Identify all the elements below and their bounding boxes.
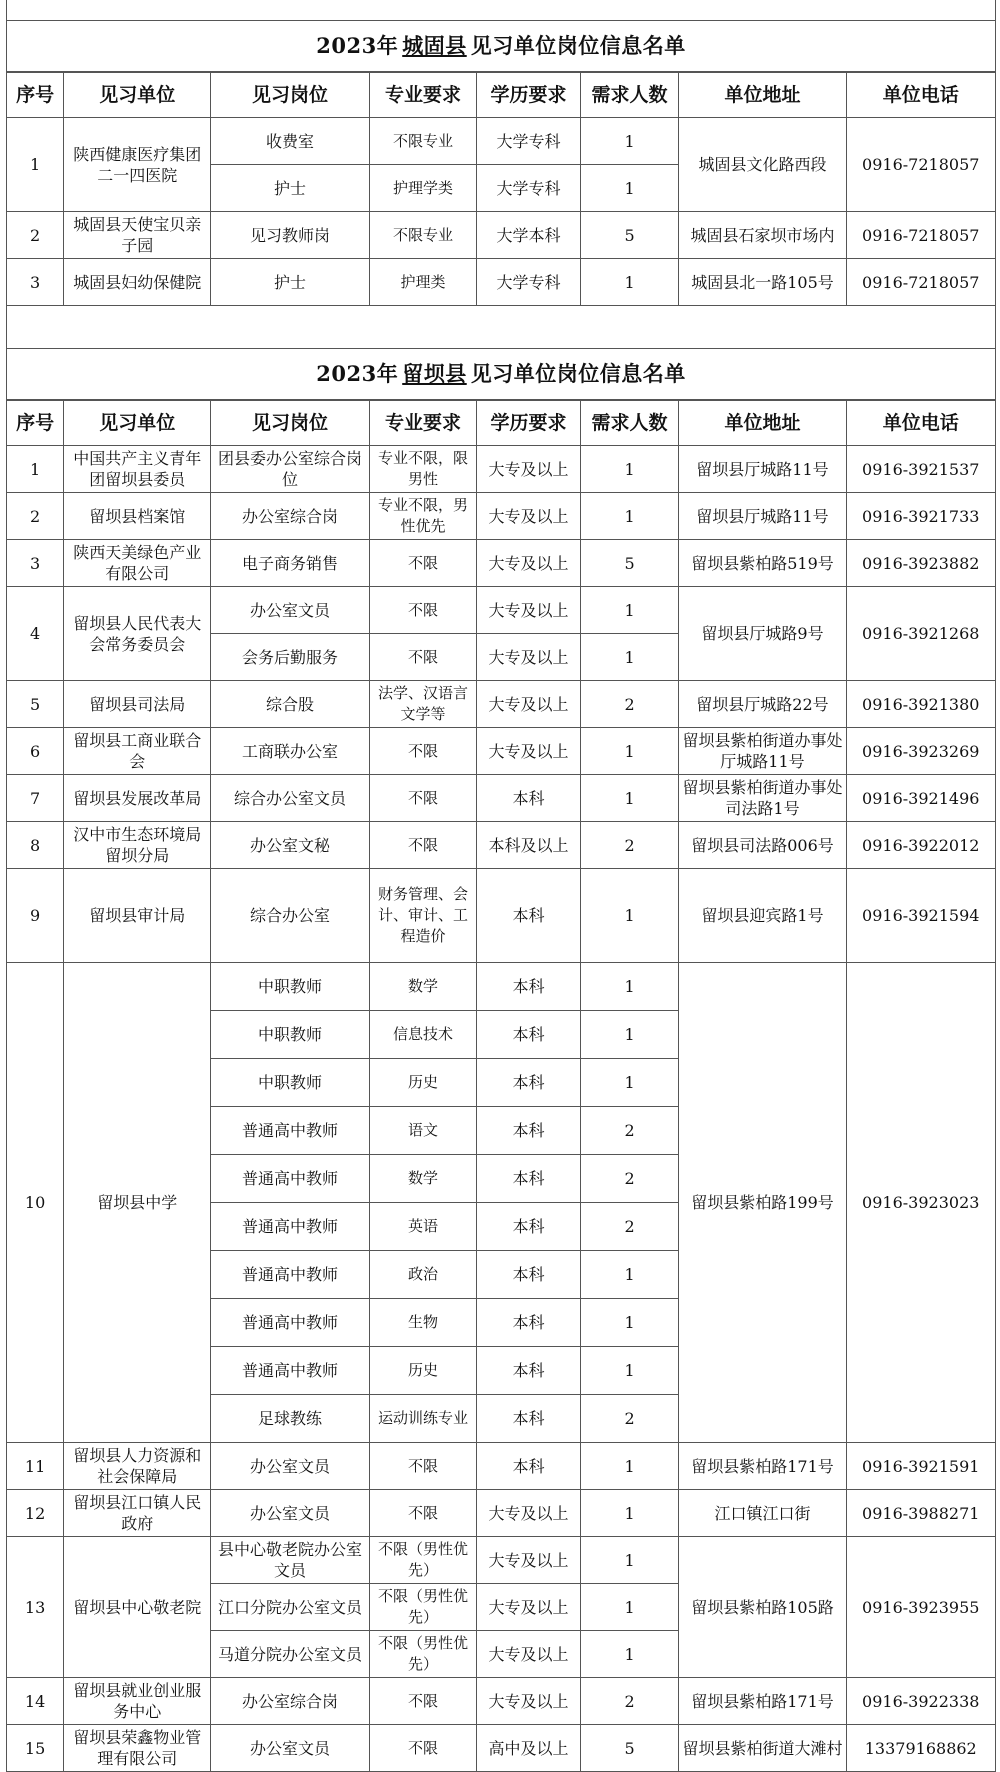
cell-count: 5 <box>580 540 679 587</box>
cell-post: 综合办公室文员 <box>211 775 369 822</box>
cell-phone: 0916-7218057 <box>846 259 996 306</box>
cell-phone: 0916-3922012 <box>846 822 996 869</box>
cell-count: 1 <box>580 1490 679 1537</box>
cell-major: 不限（男性优先） <box>369 1584 477 1631</box>
cell-phone: 13379168862 <box>846 1725 996 1772</box>
cell-edu: 本科 <box>477 1347 580 1395</box>
cell-phone: 0916-3921594 <box>846 869 996 963</box>
cell-unit: 城固县妇幼保健院 <box>64 259 211 306</box>
cell-major: 不限 <box>369 634 477 681</box>
header-edu: 学历要求 <box>477 73 580 118</box>
cell-major: 不限 <box>369 540 477 587</box>
cell-post: 办公室文秘 <box>211 822 369 869</box>
cell-major: 历史 <box>369 1347 477 1395</box>
cell-no: 11 <box>7 1443 64 1490</box>
cell-edu: 本科 <box>477 1251 580 1299</box>
cell-post: 普通高中教师 <box>211 1155 369 1203</box>
table-row <box>7 728 996 775</box>
cell-no: 10 <box>7 963 64 1443</box>
cell-major: 语文 <box>369 1107 477 1155</box>
cell-major: 信息技术 <box>369 1011 477 1059</box>
cell-post: 中职教师 <box>211 963 369 1011</box>
cell-no: 1 <box>7 446 64 493</box>
cell-count: 1 <box>580 587 679 634</box>
header-count: 需求人数 <box>580 401 679 446</box>
cell-major: 运动训练专业 <box>369 1395 477 1443</box>
cell-unit: 留坝县就业创业服务中心 <box>64 1678 211 1725</box>
cell-address: 留坝县紫柏路199号 <box>679 963 846 1443</box>
header-post: 见习岗位 <box>211 401 369 446</box>
cell-edu: 大专及以上 <box>477 493 580 540</box>
cell-no: 5 <box>7 681 64 728</box>
cell-edu: 大学专科 <box>477 259 580 306</box>
table1-title-suffix: 见习单位岗位信息名单 <box>470 33 686 58</box>
table2-title-year: 2023年 <box>316 361 399 386</box>
cell-count: 2 <box>580 1678 679 1725</box>
cell-address: 留坝县迎宾路1号 <box>679 869 846 963</box>
cell-edu: 本科 <box>477 1443 580 1490</box>
cell-no: 2 <box>7 212 64 259</box>
cell-post: 中职教师 <box>211 1011 369 1059</box>
cell-major: 不限 <box>369 1725 477 1772</box>
cell-unit: 留坝县中学 <box>64 963 211 1443</box>
cell-post: 办公室文员 <box>211 587 369 634</box>
cell-no: 7 <box>7 775 64 822</box>
cell-edu: 大专及以上 <box>477 1678 580 1725</box>
cell-phone: 0916-3921268 <box>846 587 996 681</box>
table-row <box>7 822 996 869</box>
cell-address: 留坝县紫柏路105路 <box>679 1537 846 1678</box>
cell-address: 留坝县紫柏路171号 <box>679 1443 846 1490</box>
cell-major: 专业不限，男性优先 <box>369 493 477 540</box>
cell-phone: 0916-3923269 <box>846 728 996 775</box>
cell-major: 护理类 <box>369 259 477 306</box>
cell-count: 2 <box>580 822 679 869</box>
cell-count: 1 <box>580 446 679 493</box>
cell-no: 14 <box>7 1678 64 1725</box>
cell-major: 专业不限，限男性 <box>369 446 477 493</box>
header-unit: 见习单位 <box>64 73 211 118</box>
cell-address: 留坝县厅城路22号 <box>679 681 846 728</box>
cell-edu: 大专及以上 <box>477 1631 580 1678</box>
header-unit: 见习单位 <box>64 401 211 446</box>
cell-unit: 留坝县人民代表大会常务委员会 <box>64 587 211 681</box>
cell-count: 1 <box>580 259 679 306</box>
header-address: 单位地址 <box>679 401 846 446</box>
cell-edu: 本科 <box>477 963 580 1011</box>
cell-post: 会务后勤服务 <box>211 634 369 681</box>
cell-address: 留坝县紫柏街道大滩村 <box>679 1725 846 1772</box>
cell-count: 1 <box>580 1299 679 1347</box>
table2-title-county: 留坝县 <box>402 361 467 386</box>
cell-phone: 0916-3921380 <box>846 681 996 728</box>
cell-no: 12 <box>7 1490 64 1537</box>
cell-post: 护士 <box>211 165 369 212</box>
cell-count: 1 <box>580 1631 679 1678</box>
table2-title-suffix: 见习单位岗位信息名单 <box>470 361 686 386</box>
cell-phone: 0916-3922338 <box>846 1678 996 1725</box>
cell-major: 不限 <box>369 587 477 634</box>
table-row <box>7 259 996 306</box>
cell-post: 收费室 <box>211 118 369 165</box>
cell-count: 1 <box>580 1584 679 1631</box>
cell-post: 办公室文员 <box>211 1443 369 1490</box>
cell-count: 1 <box>580 963 679 1011</box>
table1-body <box>7 118 996 306</box>
cell-count: 1 <box>580 1537 679 1584</box>
cell-post: 综合办公室 <box>211 869 369 963</box>
cell-edu: 本科 <box>477 775 580 822</box>
table2-body <box>7 446 996 1772</box>
table-row <box>7 1490 996 1537</box>
cell-major: 不限 <box>369 822 477 869</box>
cell-no: 2 <box>7 493 64 540</box>
cell-edu: 本科 <box>477 1203 580 1251</box>
table2-title <box>6 349 996 400</box>
cell-major: 财务管理、会计、审计、工程造价 <box>369 869 477 963</box>
cell-address: 留坝县紫柏路171号 <box>679 1678 846 1725</box>
table-row <box>7 1443 996 1490</box>
cell-post: 办公室文员 <box>211 1725 369 1772</box>
middle-blank-row <box>6 306 996 349</box>
cell-edu: 大学专科 <box>477 118 580 165</box>
cell-count: 1 <box>580 1251 679 1299</box>
cell-major: 英语 <box>369 1203 477 1251</box>
cell-edu: 大专及以上 <box>477 1584 580 1631</box>
cell-major: 不限（男性优先） <box>369 1537 477 1584</box>
cell-post: 普通高中教师 <box>211 1299 369 1347</box>
cell-edu: 大专及以上 <box>477 1490 580 1537</box>
cell-count: 1 <box>580 728 679 775</box>
cell-post: 办公室综合岗 <box>211 1678 369 1725</box>
cell-major: 护理学类 <box>369 165 477 212</box>
table1-title-county: 城固县 <box>402 33 467 58</box>
cell-count: 1 <box>580 1443 679 1490</box>
table-row <box>7 963 996 1011</box>
cell-edu: 大专及以上 <box>477 634 580 681</box>
cell-post: 见习教师岗 <box>211 212 369 259</box>
cell-major: 不限（男性优先） <box>369 1631 477 1678</box>
cell-no: 15 <box>7 1725 64 1772</box>
cell-phone: 0916-3988271 <box>846 1490 996 1537</box>
cell-edu: 大学本科 <box>477 212 580 259</box>
cell-major: 不限专业 <box>369 212 477 259</box>
cell-address: 留坝县紫柏街道办事处厅城路11号 <box>679 728 846 775</box>
cell-major: 生物 <box>369 1299 477 1347</box>
cell-no: 9 <box>7 869 64 963</box>
table1-title <box>6 21 996 72</box>
table2-header-row <box>7 401 996 446</box>
table-row <box>7 587 996 634</box>
cell-count: 2 <box>580 1155 679 1203</box>
cell-unit: 留坝县工商业联合会 <box>64 728 211 775</box>
cell-major: 不限 <box>369 1490 477 1537</box>
cell-edu: 本科 <box>477 869 580 963</box>
cell-address: 留坝县厅城路11号 <box>679 493 846 540</box>
header-major: 专业要求 <box>369 401 477 446</box>
cell-no: 3 <box>7 259 64 306</box>
cell-edu: 大专及以上 <box>477 1537 580 1584</box>
cell-phone: 0916-7218057 <box>846 212 996 259</box>
cell-no: 4 <box>7 587 64 681</box>
cell-edu: 大专及以上 <box>477 681 580 728</box>
cell-unit: 留坝县江口镇人民政府 <box>64 1490 211 1537</box>
cell-edu: 大专及以上 <box>477 728 580 775</box>
header-phone: 单位电话 <box>846 401 996 446</box>
cell-unit: 汉中市生态环境局留坝分局 <box>64 822 211 869</box>
cell-post: 足球教练 <box>211 1395 369 1443</box>
cell-count: 2 <box>580 1107 679 1155</box>
header-address: 单位地址 <box>679 73 846 118</box>
cell-address: 城固县石家坝市场内 <box>679 212 846 259</box>
cell-address: 城固县文化路西段 <box>679 118 846 212</box>
cell-no: 8 <box>7 822 64 869</box>
cell-post: 马道分院办公室文员 <box>211 1631 369 1678</box>
table-row <box>7 1537 996 1584</box>
cell-major: 政治 <box>369 1251 477 1299</box>
table1 <box>6 72 996 306</box>
header-phone: 单位电话 <box>846 73 996 118</box>
cell-major: 不限专业 <box>369 118 477 165</box>
cell-phone: 0916-3921591 <box>846 1443 996 1490</box>
cell-unit: 留坝县荣鑫物业管理有限公司 <box>64 1725 211 1772</box>
cell-post: 办公室综合岗 <box>211 493 369 540</box>
cell-unit: 留坝县司法局 <box>64 681 211 728</box>
cell-count: 1 <box>580 1011 679 1059</box>
cell-edu: 本科及以上 <box>477 822 580 869</box>
cell-edu: 大专及以上 <box>477 540 580 587</box>
cell-no: 6 <box>7 728 64 775</box>
cell-major: 数学 <box>369 1155 477 1203</box>
cell-major: 不限 <box>369 1678 477 1725</box>
table-row <box>7 681 996 728</box>
cell-phone: 0916-3921733 <box>846 493 996 540</box>
cell-post: 办公室文员 <box>211 1490 369 1537</box>
cell-address: 留坝县司法路006号 <box>679 822 846 869</box>
cell-unit: 留坝县中心敬老院 <box>64 1537 211 1678</box>
cell-major: 历史 <box>369 1059 477 1107</box>
cell-unit: 城固县天使宝贝亲子园 <box>64 212 211 259</box>
cell-unit: 留坝县发展改革局 <box>64 775 211 822</box>
cell-edu: 本科 <box>477 1395 580 1443</box>
table-row <box>7 775 996 822</box>
table-row <box>7 540 996 587</box>
cell-major: 数学 <box>369 963 477 1011</box>
cell-address: 江口镇江口街 <box>679 1490 846 1537</box>
cell-count: 1 <box>580 775 679 822</box>
cell-edu: 本科 <box>477 1011 580 1059</box>
table-row <box>7 212 996 259</box>
cell-phone: 0916-7218057 <box>846 118 996 212</box>
document-page <box>6 0 996 1772</box>
cell-post: 电子商务销售 <box>211 540 369 587</box>
cell-address: 留坝县紫柏街道办事处司法路1号 <box>679 775 846 822</box>
cell-no: 3 <box>7 540 64 587</box>
cell-phone: 0916-3923955 <box>846 1537 996 1678</box>
cell-address: 留坝县厅城路9号 <box>679 587 846 681</box>
cell-major: 法学、汉语言文学等 <box>369 681 477 728</box>
cell-unit: 留坝县审计局 <box>64 869 211 963</box>
cell-count: 2 <box>580 681 679 728</box>
cell-post: 综合股 <box>211 681 369 728</box>
cell-no: 13 <box>7 1537 64 1678</box>
cell-post: 普通高中教师 <box>211 1107 369 1155</box>
cell-count: 1 <box>580 165 679 212</box>
cell-unit: 留坝县档案馆 <box>64 493 211 540</box>
table-row <box>7 1678 996 1725</box>
table-row <box>7 118 996 165</box>
cell-edu: 本科 <box>477 1299 580 1347</box>
header-count: 需求人数 <box>580 73 679 118</box>
cell-address: 城固县北一路105号 <box>679 259 846 306</box>
cell-post: 团县委办公室综合岗位 <box>211 446 369 493</box>
cell-count: 2 <box>580 1395 679 1443</box>
cell-edu: 本科 <box>477 1107 580 1155</box>
table-row <box>7 446 996 493</box>
table1-header-row <box>7 73 996 118</box>
header-edu: 学历要求 <box>477 401 580 446</box>
cell-count: 1 <box>580 1059 679 1107</box>
cell-unit: 留坝县人力资源和社会保障局 <box>64 1443 211 1490</box>
cell-count: 5 <box>580 1725 679 1772</box>
cell-count: 1 <box>580 493 679 540</box>
top-blank-row <box>6 0 996 21</box>
cell-phone: 0916-3923023 <box>846 963 996 1443</box>
cell-post: 护士 <box>211 259 369 306</box>
cell-phone: 0916-3921537 <box>846 446 996 493</box>
cell-unit: 陕西天美绿色产业有限公司 <box>64 540 211 587</box>
cell-unit: 陕西健康医疗集团二一四医院 <box>64 118 211 212</box>
cell-post: 普通高中教师 <box>211 1347 369 1395</box>
table1-title-year: 2023年 <box>316 33 399 58</box>
table-row <box>7 869 996 963</box>
cell-count: 2 <box>580 1203 679 1251</box>
cell-count: 1 <box>580 118 679 165</box>
cell-major: 不限 <box>369 728 477 775</box>
cell-major: 不限 <box>369 1443 477 1490</box>
cell-unit: 中国共产主义青年团留坝县委员 <box>64 446 211 493</box>
cell-count: 5 <box>580 212 679 259</box>
cell-post: 县中心敬老院办公室文员 <box>211 1537 369 1584</box>
cell-count: 1 <box>580 869 679 963</box>
cell-address: 留坝县紫柏路519号 <box>679 540 846 587</box>
cell-post: 普通高中教师 <box>211 1203 369 1251</box>
cell-post: 中职教师 <box>211 1059 369 1107</box>
header-post: 见习岗位 <box>211 73 369 118</box>
table-row <box>7 1725 996 1772</box>
cell-post: 江口分院办公室文员 <box>211 1584 369 1631</box>
header-major: 专业要求 <box>369 73 477 118</box>
cell-phone: 0916-3921496 <box>846 775 996 822</box>
cell-edu: 大专及以上 <box>477 446 580 493</box>
cell-no: 1 <box>7 118 64 212</box>
header-no: 序号 <box>7 73 64 118</box>
cell-count: 1 <box>580 1347 679 1395</box>
cell-edu: 高中及以上 <box>477 1725 580 1772</box>
cell-post: 普通高中教师 <box>211 1251 369 1299</box>
cell-post: 工商联办公室 <box>211 728 369 775</box>
cell-count: 1 <box>580 634 679 681</box>
cell-edu: 本科 <box>477 1059 580 1107</box>
table-row <box>7 493 996 540</box>
cell-edu: 大专及以上 <box>477 587 580 634</box>
table2 <box>6 400 996 1772</box>
cell-edu: 本科 <box>477 1155 580 1203</box>
cell-major: 不限 <box>369 775 477 822</box>
cell-address: 留坝县厅城路11号 <box>679 446 846 493</box>
cell-phone: 0916-3923882 <box>846 540 996 587</box>
header-no: 序号 <box>7 401 64 446</box>
cell-edu: 大学专科 <box>477 165 580 212</box>
